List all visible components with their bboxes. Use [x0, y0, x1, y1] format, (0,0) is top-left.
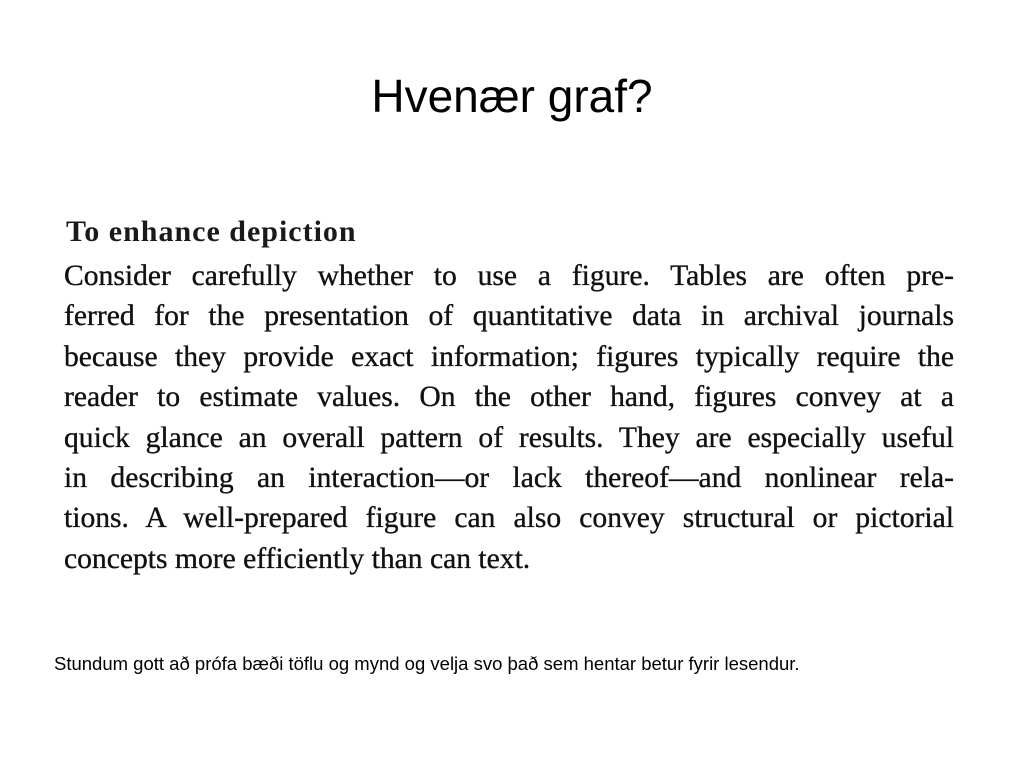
excerpt-line: in describing an interaction—or lack thereof—and nonlinear rela- — [64, 461, 954, 494]
excerpt-line: because they provide exact information; figures typically require the — [64, 340, 954, 373]
scanned-excerpt-image — [58, 215, 958, 580]
excerpt-line: Consider carefully whether to use a figure. Tables are often pre- — [64, 260, 954, 292]
excerpt-line: ferred for the presentation of quantitative data in archival journals — [64, 300, 954, 333]
excerpt-text — [64, 256, 954, 579]
slide-title: Hvenær graf? — [371, 70, 653, 122]
excerpt-cut-heading: To enhance depiction — [66, 215, 357, 248]
excerpt-line: reader to estimate values. On the other hand, figures convey at a — [64, 381, 954, 414]
excerpt-line: quick glance an overall pattern of results. They are especially useful — [64, 421, 954, 454]
excerpt-line: tions. A well-prepared figure can also convey structural or pictorial — [64, 502, 954, 535]
excerpt-line: concepts more efficiently than can text. — [64, 542, 531, 575]
slide-note: Stundum gott að prófa bæði töflu og mynd og velja svo það sem hentar betur fyrir lesendur. — [54, 653, 800, 674]
